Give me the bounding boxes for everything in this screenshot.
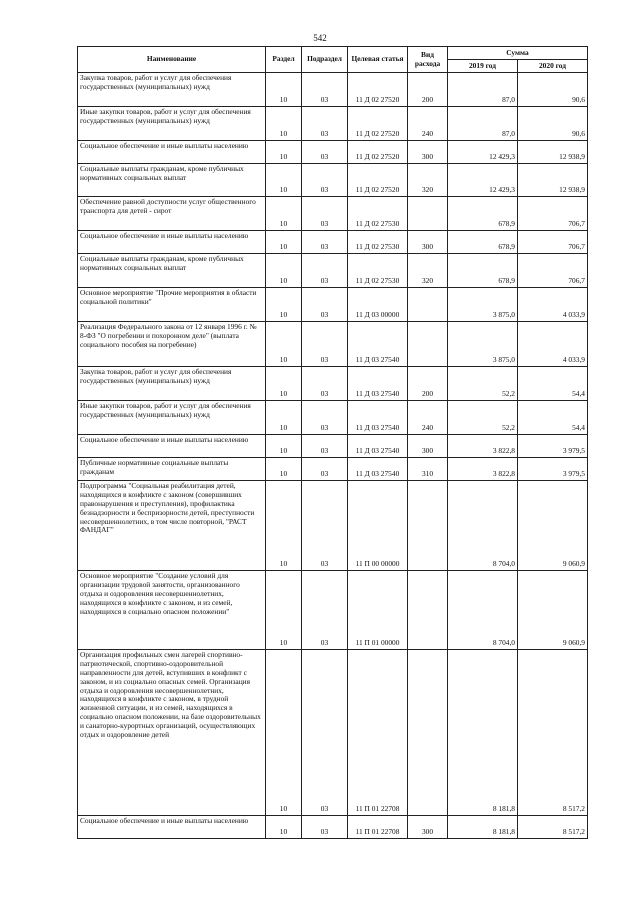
table-row — [78, 107, 588, 141]
cell-sum-2019: 3 822,8 — [448, 458, 518, 481]
cell-section: 10 — [266, 164, 302, 197]
cell-subsection: 03 — [302, 231, 348, 254]
cell-sum-2019: 678,9 — [448, 197, 518, 231]
cell-section: 10 — [266, 322, 302, 367]
table-row — [78, 164, 588, 197]
cell-name: Основное мероприятие "Создание условий для организации трудовой занятости, организованного отдыха и оздоровления несовершеннолетних, находящихся в конфликте с законом, и из семей, находящихся в социально опасном положении" — [78, 571, 266, 650]
cell-subsection: 03 — [302, 367, 348, 401]
cell-name: Организация профильных смен лагерей спортивно-патриотической, спортивно-оздоровительной направленности для детей, вступивших в конфликт с законом, и из социально опасных семей. Организация отдыха и оздоровления несовершеннолетних, находящихся в конфликте с законом, в трудной жизненной ситуации, и из семей, находящихся в социально опасном положении, на базе оздоровительных и санаторно-курортных организаций, осуществляющих отдых и оздоровление детей — [78, 650, 266, 816]
cell-subsection: 03 — [302, 107, 348, 141]
cell-target: 11 Д 03 00000 — [348, 288, 408, 322]
cell-expense-type: 300 — [408, 816, 448, 839]
cell-sum-2020: 12 938,9 — [518, 141, 588, 164]
cell-sum-2020: 706,7 — [518, 197, 588, 231]
cell-sum-2019: 52,2 — [448, 401, 518, 435]
table-row — [78, 650, 588, 816]
cell-target: 11 Д 02 27520 — [348, 164, 408, 197]
cell-expense-type — [408, 288, 448, 322]
cell-expense-type — [408, 322, 448, 367]
cell-expense-type: 300 — [408, 435, 448, 458]
cell-sum-2019: 8 704,0 — [448, 571, 518, 650]
cell-target: 11 Д 03 27540 — [348, 367, 408, 401]
cell-section: 10 — [266, 401, 302, 435]
table-row — [78, 571, 588, 650]
cell-sum-2019: 3 875,0 — [448, 288, 518, 322]
cell-target: 11 Д 02 27530 — [348, 197, 408, 231]
table-row — [78, 367, 588, 401]
cell-target: 11 П 01 22708 — [348, 650, 408, 816]
cell-target: 11 П 01 22708 — [348, 816, 408, 839]
cell-expense-type — [408, 650, 448, 816]
cell-subsection: 03 — [302, 435, 348, 458]
cell-subsection: 03 — [302, 481, 348, 571]
cell-subsection: 03 — [302, 322, 348, 367]
table-row — [78, 322, 588, 367]
table-row — [78, 197, 588, 231]
cell-expense-type: 240 — [408, 107, 448, 141]
cell-section: 10 — [266, 650, 302, 816]
cell-section: 10 — [266, 435, 302, 458]
cell-subsection: 03 — [302, 571, 348, 650]
cell-section: 10 — [266, 231, 302, 254]
cell-sum-2020: 706,7 — [518, 231, 588, 254]
cell-target: 11 Д 03 27540 — [348, 435, 408, 458]
cell-name: Социальные выплаты гражданам, кроме публичных нормативных социальных выплат — [78, 254, 266, 288]
cell-sum-2019: 3 875,0 — [448, 322, 518, 367]
cell-name: Подпрограмма "Социальная реабилитация детей, находящихся в конфликте с законом (совершивших правонарушения и преступления), профилактика безнадзорности и беспризорности детей, преступности несовершеннолетних, в том числе повторной, "РАСТ ФАНДАГ" — [78, 481, 266, 571]
table-row — [78, 288, 588, 322]
cell-name: Закупка товаров, работ и услуг для обеспечения государственных (муниципальных) нужд — [78, 73, 266, 107]
budget-table — [77, 46, 588, 839]
header-year-2020: 2020 год — [518, 60, 588, 73]
cell-section: 10 — [266, 367, 302, 401]
cell-sum-2019: 12 429,3 — [448, 141, 518, 164]
cell-sum-2020: 90,6 — [518, 107, 588, 141]
header-subsection: Подраздел — [302, 47, 348, 73]
cell-name: Иные закупки товаров, работ и услуг для обеспечения государственных (муниципальных) нужд — [78, 107, 266, 141]
cell-target: 11 П 01 00000 — [348, 571, 408, 650]
cell-subsection: 03 — [302, 650, 348, 816]
cell-subsection: 03 — [302, 141, 348, 164]
cell-sum-2020: 4 033,9 — [518, 288, 588, 322]
cell-name: Обеспечение равной доступности услуг общественного транспорта для детей - сирот — [78, 197, 266, 231]
cell-target: 11 Д 02 27520 — [348, 141, 408, 164]
cell-section: 10 — [266, 571, 302, 650]
cell-sum-2020: 54,4 — [518, 401, 588, 435]
table-row — [78, 254, 588, 288]
header-year-2019: 2019 год — [448, 60, 518, 73]
cell-sum-2019: 12 429,3 — [448, 164, 518, 197]
cell-section: 10 — [266, 288, 302, 322]
cell-name: Реализация Федерального закона от 12 января 1996 г. № 8-ФЗ "О погребении и похоронном деле" (выплата социального пособия на погребение) — [78, 322, 266, 367]
cell-sum-2019: 8 181,8 — [448, 816, 518, 839]
cell-target: 11 Д 02 27520 — [348, 107, 408, 141]
cell-target: 11 Д 02 27530 — [348, 231, 408, 254]
cell-expense-type: 240 — [408, 401, 448, 435]
cell-target: 11 Д 03 27540 — [348, 458, 408, 481]
header-name: Наименование — [78, 47, 266, 73]
cell-name: Социальное обеспечение и иные выплаты населению — [78, 816, 266, 839]
cell-subsection: 03 — [302, 458, 348, 481]
cell-sum-2019: 87,0 — [448, 107, 518, 141]
cell-sum-2020: 54,4 — [518, 367, 588, 401]
cell-expense-type — [408, 481, 448, 571]
cell-sum-2020: 8 517,2 — [518, 816, 588, 839]
cell-subsection: 03 — [302, 164, 348, 197]
cell-sum-2020: 8 517,2 — [518, 650, 588, 816]
cell-target: 11 Д 02 27530 — [348, 254, 408, 288]
cell-expense-type: 200 — [408, 367, 448, 401]
cell-expense-type: 320 — [408, 254, 448, 288]
header-target: Целевая статья — [348, 47, 408, 73]
cell-expense-type: 300 — [408, 231, 448, 254]
cell-sum-2019: 678,9 — [448, 254, 518, 288]
cell-section: 10 — [266, 197, 302, 231]
cell-name: Социальное обеспечение и иные выплаты населению — [78, 435, 266, 458]
cell-sum-2019: 8 181,8 — [448, 650, 518, 816]
cell-section: 10 — [266, 73, 302, 107]
cell-sum-2020: 706,7 — [518, 254, 588, 288]
cell-subsection: 03 — [302, 816, 348, 839]
cell-section: 10 — [266, 254, 302, 288]
table-row — [78, 73, 588, 107]
cell-name: Иные закупки товаров, работ и услуг для обеспечения государственных (муниципальных) нужд — [78, 401, 266, 435]
cell-sum-2020: 90,6 — [518, 73, 588, 107]
table-row — [78, 458, 588, 481]
cell-target: 11 Д 03 27540 — [348, 401, 408, 435]
cell-sum-2020: 9 060,9 — [518, 481, 588, 571]
cell-name: Основное мероприятие "Прочие мероприятия в области социальной политики" — [78, 288, 266, 322]
cell-target: 11 П 00 00000 — [348, 481, 408, 571]
cell-expense-type: 200 — [408, 73, 448, 107]
cell-sum-2019: 87,0 — [448, 73, 518, 107]
cell-name: Закупка товаров, работ и услуг для обеспечения государственных (муниципальных) нужд — [78, 367, 266, 401]
cell-target: 11 Д 02 27520 — [348, 73, 408, 107]
table-row — [78, 231, 588, 254]
cell-subsection: 03 — [302, 73, 348, 107]
cell-name: Социальное обеспечение и иные выплаты населению — [78, 141, 266, 164]
cell-sum-2020: 12 938,9 — [518, 164, 588, 197]
cell-name: Публичные нормативные социальные выплаты гражданам — [78, 458, 266, 481]
cell-expense-type — [408, 197, 448, 231]
cell-sum-2020: 4 033,9 — [518, 322, 588, 367]
cell-section: 10 — [266, 816, 302, 839]
table-row — [78, 481, 588, 571]
cell-sum-2020: 3 979,5 — [518, 435, 588, 458]
cell-subsection: 03 — [302, 254, 348, 288]
cell-sum-2019: 3 822,8 — [448, 435, 518, 458]
cell-expense-type: 310 — [408, 458, 448, 481]
table-row — [78, 816, 588, 839]
cell-subsection: 03 — [302, 197, 348, 231]
cell-subsection: 03 — [302, 401, 348, 435]
cell-sum-2019: 678,9 — [448, 231, 518, 254]
cell-section: 10 — [266, 481, 302, 571]
cell-name: Социальное обеспечение и иные выплаты населению — [78, 231, 266, 254]
table-body — [78, 73, 588, 839]
cell-subsection: 03 — [302, 288, 348, 322]
cell-name: Социальные выплаты гражданам, кроме публичных нормативных социальных выплат — [78, 164, 266, 197]
cell-section: 10 — [266, 458, 302, 481]
table-row — [78, 435, 588, 458]
cell-expense-type — [408, 571, 448, 650]
cell-section: 10 — [266, 107, 302, 141]
cell-sum-2020: 9 060,9 — [518, 571, 588, 650]
cell-sum-2020: 3 979,5 — [518, 458, 588, 481]
header-section: Раздел — [266, 47, 302, 73]
cell-section: 10 — [266, 141, 302, 164]
cell-expense-type: 300 — [408, 141, 448, 164]
table-row — [78, 401, 588, 435]
page-number: 542 — [313, 33, 327, 43]
cell-sum-2019: 52,2 — [448, 367, 518, 401]
cell-sum-2019: 8 704,0 — [448, 481, 518, 571]
header-sum: Сумма — [448, 47, 588, 60]
table-row — [78, 141, 588, 164]
cell-target: 11 Д 03 27540 — [348, 322, 408, 367]
cell-expense-type: 320 — [408, 164, 448, 197]
header-expense-type: Вид расхода — [408, 47, 448, 73]
